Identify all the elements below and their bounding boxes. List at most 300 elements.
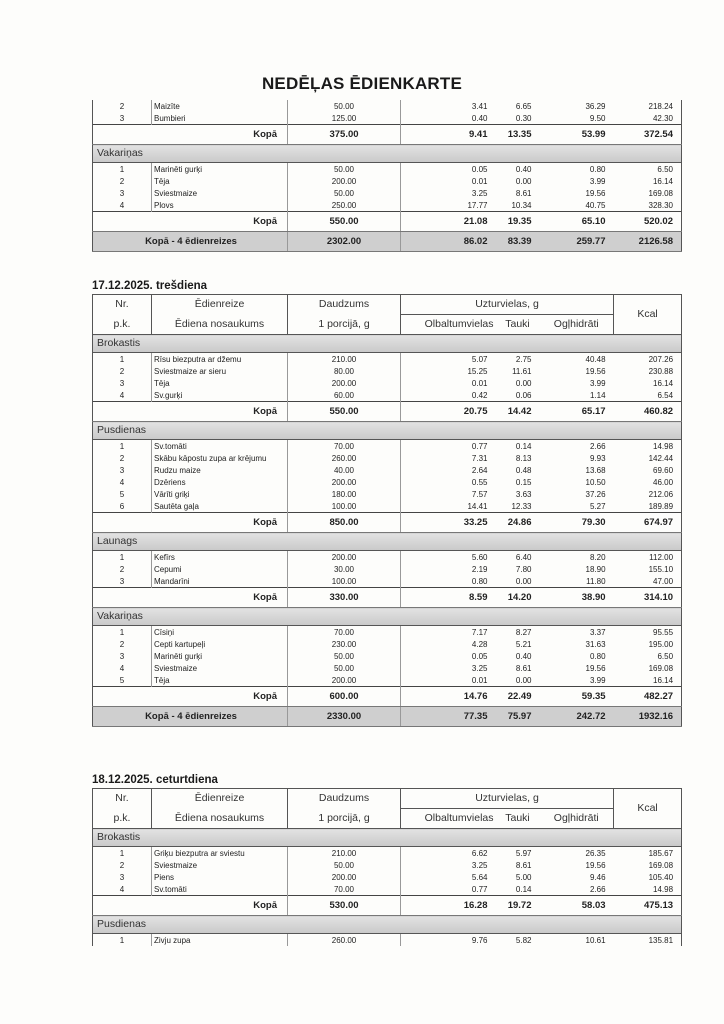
carbs-value: 19.56	[585, 366, 606, 376]
meal-section-header	[93, 145, 682, 163]
total-kcal: 674.97	[614, 513, 682, 533]
table-header-row	[93, 789, 682, 809]
total-label: Kopā	[93, 896, 288, 916]
meal-section-header	[93, 335, 682, 353]
kcal-value: 46.00	[614, 476, 682, 488]
item-number: 3	[93, 871, 152, 883]
portion-grams: 200.00	[288, 476, 401, 488]
fat-value: 8.13	[515, 453, 532, 463]
portion-grams: 70.00	[288, 440, 401, 453]
meal-section-header	[93, 422, 682, 440]
meal-label: Vakariņas	[93, 145, 682, 163]
total-label: Kopā	[93, 212, 288, 232]
protein-value: 0.01	[401, 377, 496, 389]
fat-value: 10.34	[511, 200, 532, 210]
col-dish-name: Ēdiena nosaukums	[152, 315, 288, 335]
item-number: 5	[93, 488, 152, 500]
kcal-value: 230.88	[614, 365, 682, 377]
col-meal: Ēdienreize	[152, 789, 288, 809]
kcal-value: 218.24	[614, 100, 682, 112]
protein-value: 0.01	[401, 175, 496, 187]
total-protein: 21.08	[401, 212, 496, 232]
col-nutrients: Uzturvielas, g	[401, 789, 614, 809]
total-kcal: 314.10	[614, 588, 682, 608]
table-header-row	[93, 295, 682, 315]
subtotal-row	[93, 588, 682, 608]
table-row	[93, 112, 682, 125]
item-number: 4	[93, 662, 152, 674]
grand-total-row	[93, 707, 682, 727]
protein-value: 4.28	[401, 638, 496, 650]
total-fat: 13.35	[496, 125, 540, 145]
carbs-value: 19.56	[585, 860, 606, 870]
protein-value: 6.62	[401, 847, 496, 860]
dish-name: Maizīte	[152, 100, 288, 112]
item-number: 2	[93, 175, 152, 187]
portion-grams: 180.00	[288, 488, 401, 500]
portion-grams: 200.00	[288, 674, 401, 687]
portion-grams: 80.00	[288, 365, 401, 377]
fat-value: 0.15	[515, 477, 532, 487]
dish-name: Cepumi	[152, 563, 288, 575]
item-number: 1	[93, 551, 152, 564]
fat-value: 8.61	[515, 663, 532, 673]
total-fat: 83.39	[496, 232, 540, 252]
col-fat: Tauki	[505, 812, 530, 824]
total-fat: 22.49	[496, 687, 540, 707]
fat-value: 5.00	[515, 872, 532, 882]
carbs-value: 40.75	[585, 200, 606, 210]
protein-value: 14.41	[401, 500, 496, 513]
kcal-value: 95.55	[614, 626, 682, 639]
total-kcal: 2126.58	[614, 232, 682, 252]
table-header-row	[93, 809, 682, 829]
item-number: 1	[93, 847, 152, 860]
kcal-value: 47.00	[614, 575, 682, 588]
fat-value: 0.00	[515, 576, 532, 586]
total-fat: 75.97	[496, 707, 540, 727]
portion-grams: 260.00	[288, 934, 401, 947]
table-row	[93, 464, 682, 476]
total-kcal: 475.13	[614, 896, 682, 916]
protein-value: 9.76	[401, 934, 496, 947]
total-fat: 19.35	[496, 212, 540, 232]
fat-value: 0.48	[515, 465, 532, 475]
total-grams: 850.00	[288, 513, 401, 533]
dish-name: Sviestmaize	[152, 859, 288, 871]
protein-value: 5.07	[401, 353, 496, 366]
item-number: 4	[93, 389, 152, 402]
protein-value: 0.77	[401, 440, 496, 453]
total-grams: 550.00	[288, 212, 401, 232]
kcal-value: 16.14	[614, 377, 682, 389]
table-row	[93, 389, 682, 402]
fat-value: 8.27	[515, 627, 532, 637]
meal-section-header	[93, 916, 682, 934]
kcal-value: 42.30	[614, 112, 682, 125]
carbs-value: 3.99	[589, 176, 606, 186]
carbs-value: 37.26	[585, 489, 606, 499]
carbs-value: 19.56	[585, 188, 606, 198]
kcal-value: 169.08	[614, 859, 682, 871]
meal-label: Pusdienas	[93, 916, 682, 934]
total-kcal: 482.27	[614, 687, 682, 707]
protein-value: 0.05	[401, 650, 496, 662]
fat-value: 12.33	[511, 501, 532, 511]
fat-value: 8.61	[515, 860, 532, 870]
total-fat: 14.20	[496, 588, 540, 608]
carbs-value: 3.99	[589, 378, 606, 388]
portion-grams: 200.00	[288, 377, 401, 389]
table-header-row	[93, 315, 682, 335]
col-carbs: Ogļhidrāti	[553, 812, 599, 824]
total-carbs: 242.72	[540, 707, 614, 727]
dish-name: Plovs	[152, 199, 288, 212]
carbs-value: 26.35	[585, 848, 606, 858]
day-heading: 18.12.2025. ceturtdiena	[92, 774, 218, 786]
dish-name: Bumbieri	[152, 112, 288, 125]
meal-section-header	[93, 533, 682, 551]
subtotal-row	[93, 402, 682, 422]
menu-table-day-17	[92, 294, 682, 727]
total-grams: 530.00	[288, 896, 401, 916]
kcal-value: 6.50	[614, 650, 682, 662]
meal-label: Brokastis	[93, 335, 682, 353]
carbs-value: 0.80	[589, 651, 606, 661]
fat-value: 0.00	[515, 378, 532, 388]
subtotal-row	[93, 125, 682, 145]
table-row	[93, 452, 682, 464]
kcal-value: 169.08	[614, 187, 682, 199]
total-kcal: 1932.16	[614, 707, 682, 727]
col-fat: Tauki	[505, 318, 530, 330]
item-number: 2	[93, 859, 152, 871]
table-row	[93, 662, 682, 674]
item-number: 2	[93, 100, 152, 112]
total-carbs: 65.17	[540, 402, 614, 422]
fat-value: 0.30	[515, 113, 532, 123]
table-row	[93, 883, 682, 896]
total-grams: 330.00	[288, 588, 401, 608]
portion-grams: 50.00	[288, 650, 401, 662]
total-carbs: 38.90	[540, 588, 614, 608]
fat-value: 5.97	[515, 848, 532, 858]
col-quantity: Daudzums	[288, 789, 401, 809]
kcal-value: 135.81	[614, 934, 682, 947]
dish-name: Cepti kartupeļi	[152, 638, 288, 650]
meal-label: Vakariņas	[93, 608, 682, 626]
kcal-value: 212.06	[614, 488, 682, 500]
total-fat: 19.72	[496, 896, 540, 916]
dish-name: Tēja	[152, 175, 288, 187]
item-number: 3	[93, 187, 152, 199]
carbs-value: 36.29	[585, 101, 606, 111]
fat-value: 0.00	[515, 675, 532, 685]
table-row	[93, 100, 682, 112]
dish-name: Zivju zupa	[152, 934, 288, 947]
col-kcal: Kcal	[614, 295, 682, 335]
table-row	[93, 353, 682, 366]
item-number: 1	[93, 353, 152, 366]
total-label: Kopā	[93, 125, 288, 145]
total-protein: 9.41	[401, 125, 496, 145]
col-pk: p.k.	[93, 315, 152, 335]
total-fat: 24.86	[496, 513, 540, 533]
total-carbs: 58.03	[540, 896, 614, 916]
fat-value: 11.61	[512, 366, 532, 376]
kcal-value: 328.30	[614, 199, 682, 212]
dish-name: Tēja	[152, 377, 288, 389]
total-carbs: 59.35	[540, 687, 614, 707]
protein-value: 7.31	[401, 452, 496, 464]
total-protein: 33.25	[401, 513, 496, 533]
portion-grams: 250.00	[288, 199, 401, 212]
dish-name: Marinēti gurķi	[152, 650, 288, 662]
col-nr: Nr.	[93, 789, 152, 809]
item-number: 3	[93, 464, 152, 476]
table-row	[93, 934, 682, 947]
table-row	[93, 575, 682, 588]
table-row	[93, 563, 682, 575]
table-row	[93, 859, 682, 871]
total-label: Kopā	[93, 588, 288, 608]
dish-name: Sv.gurķi	[152, 389, 288, 402]
portion-grams: 70.00	[288, 883, 401, 896]
dish-name: Mandarīni	[152, 575, 288, 588]
col-nr: Nr.	[93, 295, 152, 315]
protein-value: 0.77	[401, 883, 496, 896]
total-fat: 14.42	[496, 402, 540, 422]
subtotal-row	[93, 212, 682, 232]
table-row	[93, 626, 682, 639]
dish-name: Dzēriens	[152, 476, 288, 488]
portion-grams: 50.00	[288, 662, 401, 674]
fat-value: 6.40	[515, 552, 532, 562]
portion-grams: 200.00	[288, 175, 401, 187]
protein-value: 3.25	[401, 187, 496, 199]
col-portion: 1 porcijā, g	[288, 315, 401, 335]
carbs-value: 13.68	[585, 465, 606, 475]
kcal-value: 6.54	[614, 389, 682, 402]
page-title: NEDĒĻAS ĒDIENKARTE	[261, 74, 463, 93]
portion-grams: 230.00	[288, 638, 401, 650]
meal-section-header	[93, 829, 682, 847]
portion-grams: 50.00	[288, 100, 401, 112]
dish-name: Sv.tomāti	[152, 883, 288, 896]
item-number: 2	[93, 365, 152, 377]
protein-value: 3.25	[401, 662, 496, 674]
portion-grams: 70.00	[288, 626, 401, 639]
kcal-value: 16.14	[614, 674, 682, 687]
kcal-value: 6.50	[614, 163, 682, 176]
total-label: Kopā	[93, 513, 288, 533]
item-number: 1	[93, 163, 152, 176]
carbs-value: 8.20	[589, 552, 606, 562]
item-number: 3	[93, 575, 152, 588]
kcal-value: 185.67	[614, 847, 682, 860]
protein-value: 0.01	[401, 674, 496, 687]
kcal-value: 155.10	[614, 563, 682, 575]
table-row	[93, 440, 682, 453]
portion-grams: 260.00	[288, 452, 401, 464]
total-protein: 20.75	[401, 402, 496, 422]
fat-value: 2.75	[515, 354, 532, 364]
subtotal-row	[93, 687, 682, 707]
total-carbs: 259.77	[540, 232, 614, 252]
carbs-value: 9.46	[589, 872, 606, 882]
dish-name: Rīsu biezputra ar džemu	[152, 353, 288, 366]
carbs-value: 2.66	[589, 884, 606, 894]
col-meal: Ēdienreize	[152, 295, 288, 315]
total-label: Kopā	[93, 402, 288, 422]
carbs-value: 11.80	[586, 576, 606, 586]
table-row	[93, 365, 682, 377]
kcal-value: 142.44	[614, 452, 682, 464]
item-number: 1	[93, 626, 152, 639]
item-number: 2	[93, 452, 152, 464]
table-row	[93, 674, 682, 687]
total-protein: 86.02	[401, 232, 496, 252]
dish-name: Sviestmaize	[152, 662, 288, 674]
portion-grams: 50.00	[288, 187, 401, 199]
carbs-value: 2.66	[589, 441, 606, 451]
col-portion: 1 porcijā, g	[288, 809, 401, 829]
col-nutrients: Uzturvielas, g	[401, 295, 614, 315]
subtotal-row	[93, 513, 682, 533]
fat-value: 0.00	[515, 176, 532, 186]
carbs-value: 1.14	[589, 390, 606, 400]
carbs-value: 10.50	[585, 477, 606, 487]
meal-label: Launags	[93, 533, 682, 551]
kcal-value: 112.00	[614, 551, 682, 564]
item-number: 4	[93, 476, 152, 488]
kcal-value: 195.00	[614, 638, 682, 650]
fat-value: 0.14	[515, 441, 532, 451]
meal-label: Brokastis	[93, 829, 682, 847]
table-row	[93, 847, 682, 860]
protein-value: 2.19	[401, 563, 496, 575]
dish-name: Sautēta gaļa	[152, 500, 288, 513]
portion-grams: 200.00	[288, 551, 401, 564]
item-number: 2	[93, 638, 152, 650]
dish-name: Tēja	[152, 674, 288, 687]
protein-value: 15.25	[401, 365, 496, 377]
kcal-value: 16.14	[614, 175, 682, 187]
col-dish-name: Ēdiena nosaukums	[152, 809, 288, 829]
carbs-value: 10.61	[585, 935, 606, 945]
kcal-value: 105.40	[614, 871, 682, 883]
item-number: 3	[93, 112, 152, 125]
col-carbs: Ogļhidrāti	[553, 318, 599, 330]
fat-value: 7.80	[515, 564, 532, 574]
dish-name: Kefīrs	[152, 551, 288, 564]
protein-value: 2.64	[401, 464, 496, 476]
protein-value: 7.17	[401, 626, 496, 639]
protein-value: 0.80	[401, 575, 496, 588]
total-grams: 550.00	[288, 402, 401, 422]
table-row	[93, 175, 682, 187]
portion-grams: 100.00	[288, 500, 401, 513]
carbs-value: 0.80	[589, 164, 606, 174]
col-pk: p.k.	[93, 809, 152, 829]
carbs-value: 31.63	[585, 639, 606, 649]
total-grams: 600.00	[288, 687, 401, 707]
total-protein: 16.28	[401, 896, 496, 916]
fat-value: 8.61	[515, 188, 532, 198]
kcal-value: 14.98	[614, 440, 682, 453]
meal-label: Pusdienas	[93, 422, 682, 440]
item-number: 4	[93, 883, 152, 896]
portion-grams: 60.00	[288, 389, 401, 402]
portion-grams: 200.00	[288, 871, 401, 883]
protein-value: 0.42	[401, 389, 496, 402]
table-row	[93, 650, 682, 662]
protein-value: 0.05	[401, 163, 496, 176]
kcal-value: 169.08	[614, 662, 682, 674]
protein-value: 3.25	[401, 859, 496, 871]
total-protein: 77.35	[401, 707, 496, 727]
dish-name: Vārīti griķi	[152, 488, 288, 500]
total-carbs: 65.10	[540, 212, 614, 232]
carbs-value: 9.50	[589, 113, 606, 123]
total-protein: 14.76	[401, 687, 496, 707]
item-number: 5	[93, 674, 152, 687]
carbs-value: 5.27	[589, 501, 606, 511]
total-carbs: 53.99	[540, 125, 614, 145]
dish-name: Sv.tomāti	[152, 440, 288, 453]
total-carbs: 79.30	[540, 513, 614, 533]
fat-value: 0.40	[515, 164, 532, 174]
col-kcal: Kcal	[614, 789, 682, 829]
dish-name: Griķu biezputra ar sviestu	[152, 847, 288, 860]
fat-value: 0.14	[515, 884, 532, 894]
table-row	[93, 163, 682, 176]
item-number: 3	[93, 650, 152, 662]
protein-value: 5.60	[401, 551, 496, 564]
carbs-value: 18.90	[585, 564, 606, 574]
day-heading: 17.12.2025. trešdiena	[92, 280, 208, 292]
carbs-value: 19.56	[585, 663, 606, 673]
item-number: 1	[93, 440, 152, 453]
portion-grams: 210.00	[288, 847, 401, 860]
protein-value: 3.41	[401, 100, 496, 112]
kcal-value: 14.98	[614, 883, 682, 896]
total-protein: 8.59	[401, 588, 496, 608]
dish-name: Rudzu maize	[152, 464, 288, 476]
col-quantity: Daudzums	[288, 295, 401, 315]
portion-grams: 30.00	[288, 563, 401, 575]
table-row	[93, 476, 682, 488]
protein-value: 17.77	[401, 199, 496, 212]
portion-grams: 50.00	[288, 859, 401, 871]
menu-table-day-18	[92, 788, 682, 946]
fat-value: 0.40	[515, 651, 532, 661]
col-protein: Olbaltumvielas	[401, 315, 496, 335]
total-grams: 2330.00	[288, 707, 401, 727]
carbs-value: 9.93	[589, 453, 606, 463]
kcal-value: 189.89	[614, 500, 682, 513]
fat-value: 5.21	[515, 639, 532, 649]
portion-grams: 125.00	[288, 112, 401, 125]
dish-name: Sviestmaize ar sieru	[152, 365, 288, 377]
fat-value: 5.82	[515, 935, 532, 945]
carbs-value: 3.99	[589, 675, 606, 685]
protein-value: 5.64	[401, 871, 496, 883]
menu-table-prev-day	[92, 100, 682, 252]
subtotal-row	[93, 896, 682, 916]
table-row	[93, 377, 682, 389]
meal-section-header	[93, 608, 682, 626]
